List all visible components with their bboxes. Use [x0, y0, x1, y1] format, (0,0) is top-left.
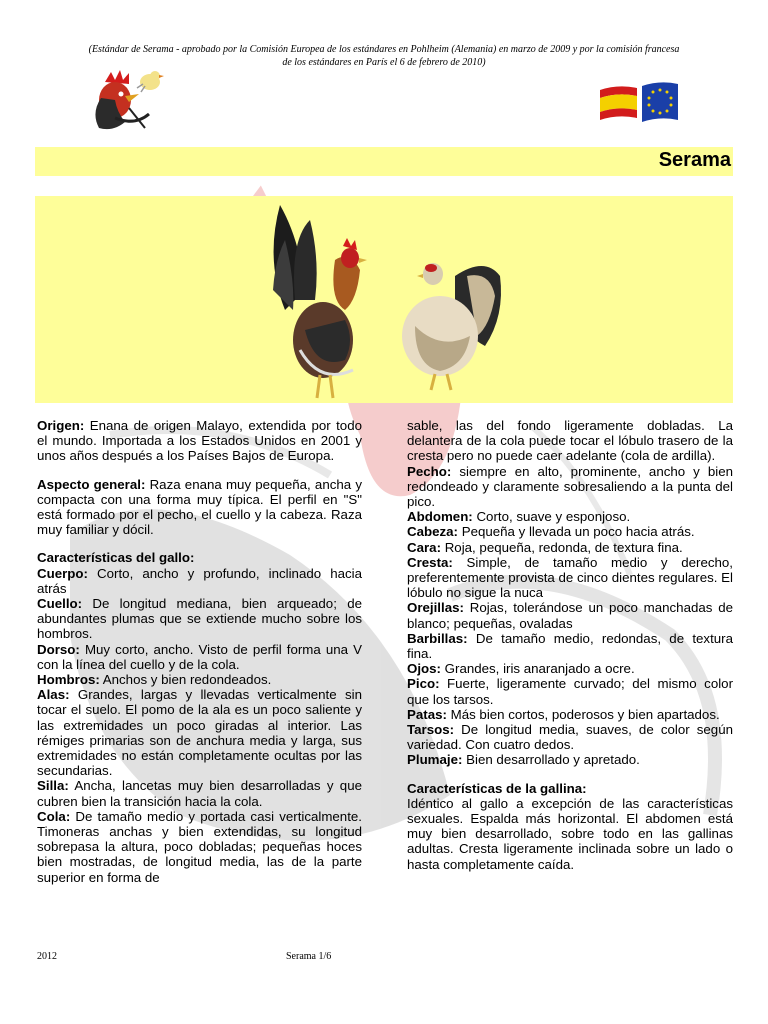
- pecho-label: Pecho:: [407, 463, 452, 479]
- aspecto-paragraph: [37, 477, 362, 538]
- cara-text: Roja, pequeña, redonda, de textura fina.: [441, 539, 683, 555]
- chick-logo: [135, 66, 165, 96]
- footer-page: Serama 1/6: [286, 951, 332, 962]
- cresta-label: Cresta:: [407, 554, 453, 570]
- hombros-text: Anchos y bien redondeados.: [99, 672, 272, 688]
- origen-text: Enana de origen Malayo, extendida por todo el mundo. Importada a los Estados Unidos en 2001 y unos años después a los Países Bajos de Europa.: [37, 418, 362, 464]
- cuerpo-paragraph: [37, 566, 362, 596]
- pecho-text: siempre en alto, prominente, ancho y bien redondeado y claramente sobresaliendo a la punta del pico.: [407, 463, 733, 510]
- gallina-paragraph: Idéntico al gallo a excepción de las características sexuales. Espalda más horizontal. El abdomen está muy bien desarrollado, sobre todo en las gallinas adultas. Cresta ligeramente inclinada sobre un lado o hasta completamente caída.: [407, 795, 733, 872]
- hombros-label: Hombros:: [37, 672, 100, 688]
- patas-paragraph: [407, 707, 733, 722]
- left-column: [37, 418, 362, 885]
- cola-text: De tamaño medio y portada casi verticalmente. Timoneras anchas y bien extendidas, su longitud sobrepasa la altura, poco dobladas; pequeñas hoces bien mostradas, de longitud media, las de la parte superior en forma de: [37, 808, 362, 885]
- gallo-heading-text: Características del gallo:: [37, 550, 195, 566]
- rooster-photo: [265, 200, 375, 400]
- ojos-text: Grandes, iris anaranjado a ocre.: [440, 661, 635, 677]
- abdomen-label: Abdomen:: [407, 509, 473, 525]
- patas-text: Más bien cortos, poderosos y bien apartados.: [446, 706, 720, 722]
- origen-paragraph: [37, 418, 362, 464]
- tarsos-paragraph: [407, 722, 733, 752]
- abdomen-text: Corto, suave y esponjoso.: [472, 509, 631, 525]
- plumaje-text: Bien desarrollado y apretado.: [462, 752, 640, 768]
- page-title: Serama: [658, 149, 731, 171]
- plumaje-label: Plumaje:: [407, 752, 463, 768]
- ojos-label: Ojos:: [407, 661, 441, 677]
- barbillas-label: Barbillas:: [407, 630, 468, 646]
- header-note-line2: de los estándares en París el 6 de febrero de 2010): [282, 57, 486, 68]
- orejillas-paragraph: [407, 600, 733, 630]
- silla-text: Ancha, lancetas muy bien desarrolladas y que cubren bien la transición hacia la cola.: [37, 778, 362, 809]
- ojos-paragraph: [407, 661, 733, 676]
- cuello-text: De longitud mediana, bien arqueado; de abundantes plumas que se extiende mucho sobre los hombros.: [37, 596, 362, 642]
- cuerpo-label: Cuerpo:: [37, 565, 88, 581]
- aspecto-label: Aspecto general:: [37, 476, 146, 492]
- cola-continuation: sable, las del fondo ligeramente dobladas. La delantera de la cola puede tocar el lóbulo trasero de la cresta pero no puede caer adelante (cola de ardilla).: [407, 418, 733, 464]
- cuerpo-text: Corto, ancho y profundo, inclinado hacia atrás: [37, 565, 362, 596]
- patas-label: Patas:: [407, 706, 447, 722]
- eu-flag-icon: [640, 80, 680, 124]
- abdomen-paragraph: [407, 509, 733, 524]
- tarsos-label: Tarsos:: [407, 722, 455, 738]
- cola-paragraph: [37, 809, 362, 885]
- pico-paragraph: [407, 676, 733, 706]
- hen-photo: [395, 256, 505, 396]
- header-note-line1: (Estándar de Serama - aprobado por la Comisión Europea de los estándares en Pohlheim (Alemania) en marzo de 2009 y por la comisión francesa: [88, 44, 680, 55]
- barbillas-text: De tamaño medio, redondas, de textura fina.: [407, 630, 733, 662]
- pecho-paragraph: [407, 464, 733, 510]
- title-bar: [35, 147, 733, 176]
- gallina-heading: [407, 781, 733, 796]
- silla-label: Silla:: [37, 778, 69, 794]
- photo-band: [35, 196, 733, 403]
- gallo-heading: [37, 550, 362, 565]
- cabeza-label: Cabeza:: [407, 524, 458, 540]
- dorso-label: Dorso:: [37, 641, 80, 657]
- footer-year: 2012: [37, 951, 57, 962]
- cuello-label: Cuello:: [37, 596, 83, 612]
- alas-text: Grandes, largas y llevadas verticalmente sin tocar el suelo. El pomo de la ala es un poco saliente y las extremidades un poco giradas al interior. Las rémiges primarias son de anchura media y larga, sus extremidades no están completamente ocultas por las secundarias.: [37, 687, 362, 779]
- cabeza-paragraph: [407, 524, 733, 539]
- silla-paragraph: [37, 778, 362, 808]
- cresta-paragraph: [407, 555, 733, 601]
- cola-label: Cola:: [37, 808, 71, 824]
- cara-label: Cara:: [407, 539, 441, 555]
- dorso-text: Muy corto, ancho. Visto de perfil forma una V con la línea del cuello y de la cola.: [37, 641, 362, 672]
- origen-label: Origen:: [37, 418, 85, 433]
- tarsos-text: De longitud media, suaves, de color según variedad. Con cuatro dedos.: [407, 722, 733, 753]
- cresta-text: Simple, de tamaño medio y derecho, preferentemente provista de cinco dientes regulares. El lóbulo no sigue la nuca: [407, 554, 733, 601]
- cara-paragraph: [407, 540, 733, 555]
- aspecto-text: Raza enana muy pequeña, ancha y compacta con una forma muy típica. El perfil en "S" está formado por el pecho, el cuello y la cabeza. Raza muy familiar y dócil.: [37, 476, 363, 538]
- gallina-heading-text: Características de la gallina:: [407, 780, 587, 796]
- cabeza-text: Pequeña y llevada un poco hacia atrás.: [458, 524, 695, 540]
- orejillas-text: Rojas, tolerándose un poco manchadas de blanco; pequeñas, ovaladas: [407, 600, 733, 631]
- barbillas-paragraph: [407, 631, 733, 661]
- alas-label: Alas:: [37, 687, 70, 703]
- orejillas-label: Orejillas:: [407, 600, 464, 616]
- plumaje-paragraph: [407, 752, 733, 767]
- spain-flag-icon: [598, 82, 639, 124]
- cuello-paragraph: [37, 596, 362, 642]
- right-column: [407, 418, 733, 872]
- pico-text: Fuerte, ligeramente curvado; del mismo color que los tarsos.: [407, 676, 733, 707]
- hombros-paragraph: [37, 672, 362, 687]
- alas-paragraph: [37, 687, 362, 778]
- dorso-paragraph: [37, 642, 362, 672]
- pico-label: Pico:: [407, 676, 440, 692]
